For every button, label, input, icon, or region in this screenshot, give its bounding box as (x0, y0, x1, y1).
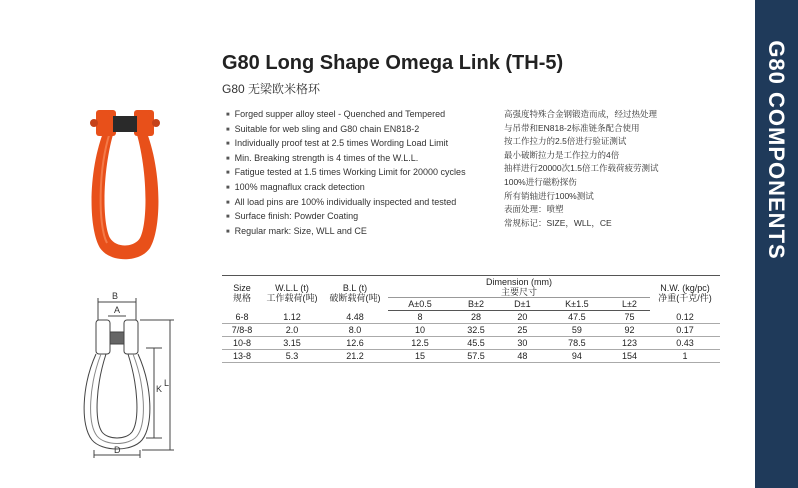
cell: 5.3 (262, 350, 322, 363)
cell: 6-8 (222, 311, 262, 324)
cell: 78.5 (545, 337, 609, 350)
cell: 4.48 (322, 311, 388, 324)
cell: 15 (388, 350, 452, 363)
cell: 8 (388, 311, 452, 324)
dim-label-a: A (114, 305, 121, 315)
features-list-cn (504, 108, 658, 230)
features-list-en (226, 108, 466, 239)
feature-item: ■ 100% magnaflux crack detection (226, 181, 466, 196)
header-bl-en: B.L (t) (342, 283, 368, 294)
header-wll-cn: 工作载荷(吨) (266, 293, 318, 304)
cell: 0.43 (650, 337, 720, 350)
feature-item-cn: 表面处理：喷塑 (504, 204, 564, 215)
header-size-cn: 规格 (232, 293, 251, 304)
cell: 47.5 (545, 311, 609, 324)
feature-item-cn: 所有销轴进行100%测试 (504, 190, 594, 201)
header-bl (322, 276, 388, 311)
cell: 45.5 (452, 337, 500, 350)
cell: 30 (500, 337, 545, 350)
feature-item-cn: 抽样进行20000次1.5倍工作载荷疲劳测试 (504, 163, 659, 174)
header-bl-cn: 破断载荷(吨) (329, 293, 381, 304)
header-wll-en: W.L.L (t) (275, 283, 309, 294)
cell: 28 (452, 311, 500, 324)
cell: 123 (609, 337, 650, 350)
table-row (222, 311, 720, 324)
dim-label-d: D (114, 445, 121, 455)
header-size (222, 276, 262, 311)
page-subtitle: G80 无梁欧米格环 (222, 82, 321, 96)
header-dimension-cn: 主要尺寸 (500, 286, 537, 297)
header-d: D±1 (500, 298, 545, 311)
cell: 1 (650, 350, 720, 363)
cell: 0.17 (650, 324, 720, 337)
feature-item-cn: 高强度特殊合金钢锻造而成，经过热处理 (504, 109, 658, 119)
dim-label-k: K (156, 384, 163, 394)
cell: 0.12 (650, 311, 720, 324)
sidebar (755, 0, 798, 488)
cell: 3.15 (262, 337, 322, 350)
dim-label-l: L (164, 378, 170, 388)
technical-drawing (70, 290, 175, 460)
cell: 12.6 (322, 337, 388, 350)
cell: 12.5 (388, 337, 452, 350)
cell: 59 (545, 324, 609, 337)
cell: 2.0 (262, 324, 322, 337)
feature-item-cn: 100%进行磁粉探伤 (504, 176, 577, 187)
omega-link-icon (80, 98, 170, 263)
cell: 21.2 (322, 350, 388, 363)
header-a: A±0.5 (388, 298, 452, 311)
header-nw-en: N.W. (kg/pc) (660, 283, 710, 294)
feature-item: ■ Min. Breaking strength is 4 times of the W.L.L. (226, 152, 466, 167)
dim-label-b: B (112, 291, 119, 301)
spec-table (222, 275, 720, 363)
cell: 154 (609, 350, 650, 363)
feature-item: ■ Surface finish: Powder Coating (226, 210, 466, 225)
sidebar-label: G80 COMPONENTS (764, 40, 789, 260)
feature-item: ■ Fatigue tested at 1.5 times Working Limit for 20000 cycles (226, 166, 466, 181)
cell: 48 (500, 350, 545, 363)
cell: 92 (609, 324, 650, 337)
feature-item: ■ Suitable for web sling and G80 chain EN818-2 (226, 123, 466, 138)
cell: 10-8 (222, 337, 262, 350)
header-wll (262, 276, 322, 311)
table-row (222, 350, 720, 363)
cell: 8.0 (322, 324, 388, 337)
feature-item-cn: 常规标记：SIZE，WLL，CE (504, 217, 612, 228)
cell: 10 (388, 324, 452, 337)
feature-item: ■ Regular mark: Size, WLL and CE (226, 225, 466, 240)
feature-item: ■ Individually proof test at 2.5 times Wording Load Limit (226, 137, 466, 152)
header-b: B±2 (452, 298, 500, 311)
header-nw-cn: 净重(千克/件) (658, 293, 712, 304)
header-l: L±2 (609, 298, 650, 311)
cell: 57.5 (452, 350, 500, 363)
page-title: G80 Long Shape Omega Link (TH-5) (222, 52, 564, 74)
table-row (222, 337, 720, 350)
cell: 7/8-8 (222, 324, 262, 337)
feature-item-cn: 与吊带和EN818-2标准链条配合使用 (504, 122, 640, 133)
cell: 1.12 (262, 311, 322, 324)
header-dimension-en: Dimension (mm) (485, 276, 552, 287)
header-k: K±1.5 (545, 298, 609, 311)
cell: 20 (500, 311, 545, 324)
header-size-en: Size (233, 283, 251, 294)
cell: 32.5 (452, 324, 500, 337)
cell: 25 (500, 324, 545, 337)
table-row (222, 324, 720, 337)
cell: 75 (609, 311, 650, 324)
feature-item-cn: 最小破断拉力是工作拉力的4倍 (504, 149, 620, 160)
cell: 13-8 (222, 350, 262, 363)
cell: 94 (545, 350, 609, 363)
feature-item-cn: 按工作拉力的2.5倍进行验证测试 (504, 136, 627, 147)
feature-item: ■ Forged supper alloy steel - Quenched and Tempered (226, 108, 466, 123)
header-dimension (388, 276, 650, 298)
header-nw (650, 276, 720, 311)
feature-item: ■ All load pins are 100% individually inspected and tested (226, 196, 466, 211)
